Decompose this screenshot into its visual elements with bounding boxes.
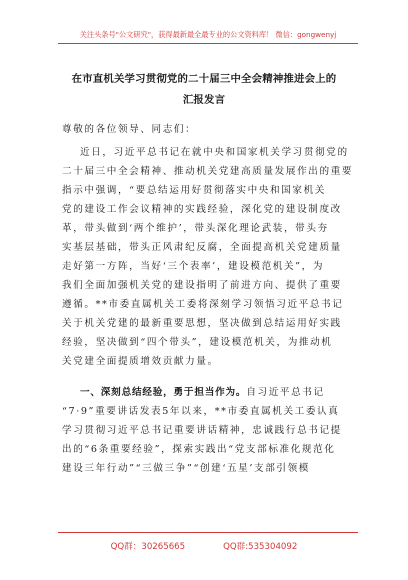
text-line: 学习贯彻习近平总书记重要讲话精神，忠诚践行总书记提 <box>62 425 342 436</box>
footer <box>0 540 408 552</box>
header-banner: 关注头条号"公文研究"，获得最新最全最专业的公文资料库！ 微信：gongwenyj <box>79 30 337 39</box>
text-line: 出的“6条重要经验”，探索实践出“党支部标准化规范化 <box>62 444 336 455</box>
footer-qq-group-2: QQ群:535304092 <box>223 542 298 552</box>
document-title-line2: 汇报发言 <box>182 94 226 106</box>
section-heading: 一、深刻总结经验，勇于担当作为。 <box>80 387 247 398</box>
document-title: 在市直机关学习贯彻党的二十届三中全会精神推进会上的 <box>71 73 337 85</box>
text-line: 我们全面加强机关党的建设指明了前进方向、提供了重要 <box>62 280 342 291</box>
text-line: “7·9”重要讲话发表5年以来，**市委直属机关工委认真 <box>62 406 340 417</box>
text-line: 近日，习近平总书记在就中央和国家机关学习贯彻党的 <box>80 147 349 158</box>
text-line: 实基层基础，带头正风肃纪反腐，全面提高机关党建质量 <box>62 242 342 253</box>
section-lead: 自习近平总书记 <box>246 387 325 398</box>
footer-qq-group-1: QQ群：30265665 <box>110 542 186 552</box>
text-line: 二十届三中全会精神、推动机关党建高质量发展作出的重要 <box>62 166 354 177</box>
text-line: 关于机关党建的最新重要思想，坚决做到总结运用好实践 <box>62 318 342 329</box>
footer-rule <box>58 532 358 533</box>
text-line: 遵循。**市委直属机关工委将深刻学习领悟习近平总书记 <box>62 299 344 310</box>
text-line: 指示中强调，“要总结运用好贯彻落实中央和国家机关 <box>62 185 326 196</box>
text-line: 革，带头做到‘两个维护’，带头深化理论武装，带头夯 <box>62 223 329 234</box>
text-line <box>62 387 346 398</box>
text-line: 关党建全面提质增效贡献力量。 <box>62 356 219 367</box>
text-line: 走好第一方阵，当好‘三个表率’，建设模范机关”，为 <box>62 261 325 272</box>
text-line: 经验，坚决做到“四个带头”，建设模范机关，为推动机 <box>62 337 333 348</box>
salutation: 尊敬的各位领导、同志们： <box>62 124 197 135</box>
text-line: 建设三年行动”“三做三争”“创建‘五星’支部引领模 <box>62 463 310 474</box>
header-rule <box>58 43 358 44</box>
text-line: 党的建设工作会议精神的实践经验，深化党的建设制度改 <box>62 204 342 215</box>
